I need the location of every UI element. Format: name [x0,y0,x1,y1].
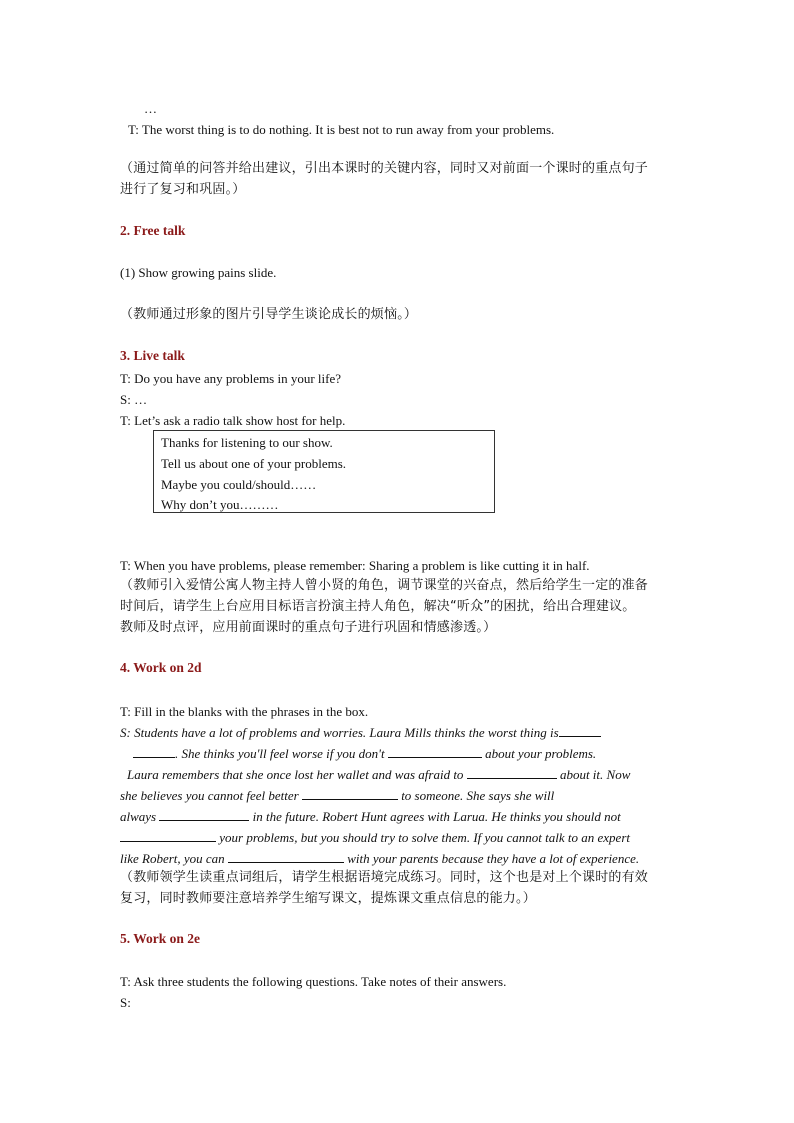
exercise-text: about it. Now [559,767,631,782]
exercise-line [120,829,630,847]
exercise-text: like Robert, you can [120,851,225,866]
note-line: 复习，同时教师要注意培养学生缩写课文，提炼课文重点信息的能力。） [120,891,536,906]
instruction-line: T: Fill in the blanks with the phrases in the box. [120,704,369,719]
phrase-box [153,430,495,513]
fill-blank[interactable] [159,808,249,821]
teacher-line: T: When you have problems, please remember: Sharing a problem is like cutting it in half. [120,558,590,573]
exercise-line [120,724,601,742]
exercise-text: in the future. Robert Hunt agrees with Larua. He thinks you should not [252,809,621,824]
note-line: 时间后，请学生上台应用目标语言扮演主持人角色，解决“听众”的困扰，给出合理建议。 [120,599,636,614]
exercise-line [120,808,621,826]
note-line: （教师通过形象的图片引导学生谈论成长的烦恼。） [120,307,418,322]
section-heading-work-2d: 4. Work on 2d [120,660,202,675]
section-heading-free-talk: 2. Free talk [120,223,186,238]
fill-blank[interactable] [559,724,601,737]
exercise-text: your problems, but you should try to solve them. If you cannot talk to an expert [219,830,631,845]
teacher-line: T: The worst thing is to do nothing. It is best not to run away from your problems. [128,122,555,137]
list-item: (1) Show growing pains slide. [120,265,277,280]
student-line: S: … [120,392,148,407]
exercise-text: S: Students have a lot of problems and worries. Laura Mills thinks the worst thing is [120,725,559,740]
note-line: （教师领学生读重点词组后，请学生根据语境完成练习。同时，这个也是对上个课时的有效 [120,870,649,885]
exercise-text: she believes you cannot feel better [120,788,299,803]
fill-blank[interactable] [228,850,344,863]
exercise-text: Laura remembers that she once lost her wallet and was afraid to [127,767,464,782]
teacher-line: T: Let’s ask a radio talk show host for help. [120,413,346,428]
section-heading-work-2e: 5. Work on 2e [120,931,201,946]
fill-blank[interactable] [302,787,398,800]
fill-blank[interactable] [133,745,175,758]
note-line: 教师及时点评，应用前面课时的重点句子进行巩固和情感渗透。） [120,620,497,635]
section-heading-live-talk: 3. Live talk [120,348,185,363]
fill-blank[interactable] [120,829,216,842]
teacher-line: T: Do you have any problems in your life? [120,371,342,386]
instruction-line: T: Ask three students the following questions. Take notes of their answers. [120,974,507,989]
phrase-box-line: Maybe you could/should…… [161,477,317,492]
phrase-box-line: Tell us about one of your problems. [161,456,347,471]
exercise-text: about your problems. [485,746,597,761]
exercise-line [120,850,639,868]
student-line: S: [120,995,131,1010]
ellipsis-text: … [144,101,157,116]
phrase-box-line: Thanks for listening to our show. [161,435,333,450]
exercise-line [120,787,554,805]
note-line: 进行了复习和巩固。） [120,182,246,197]
phrase-box-line: Why don’t you……… [161,497,279,512]
fill-blank[interactable] [388,745,482,758]
note-line: （教师引入爱情公寓人物主持人曾小贤的角色，调节课堂的兴奋点，然后给学生一定的准备 [120,578,649,593]
fill-blank[interactable] [467,766,557,779]
exercise-text: . She thinks you'll feel worse if you don't [175,746,385,761]
exercise-text: to someone. She says she will [401,788,555,803]
exercise-line [133,745,596,763]
exercise-text: always [120,809,157,824]
note-line: （通过简单的问答并给出建议，引出本课时的关键内容，同时又对前面一个课时的重点句子 [120,161,649,176]
exercise-line [127,766,630,784]
exercise-text: with your parents because they have a lot of experience. [347,851,640,866]
